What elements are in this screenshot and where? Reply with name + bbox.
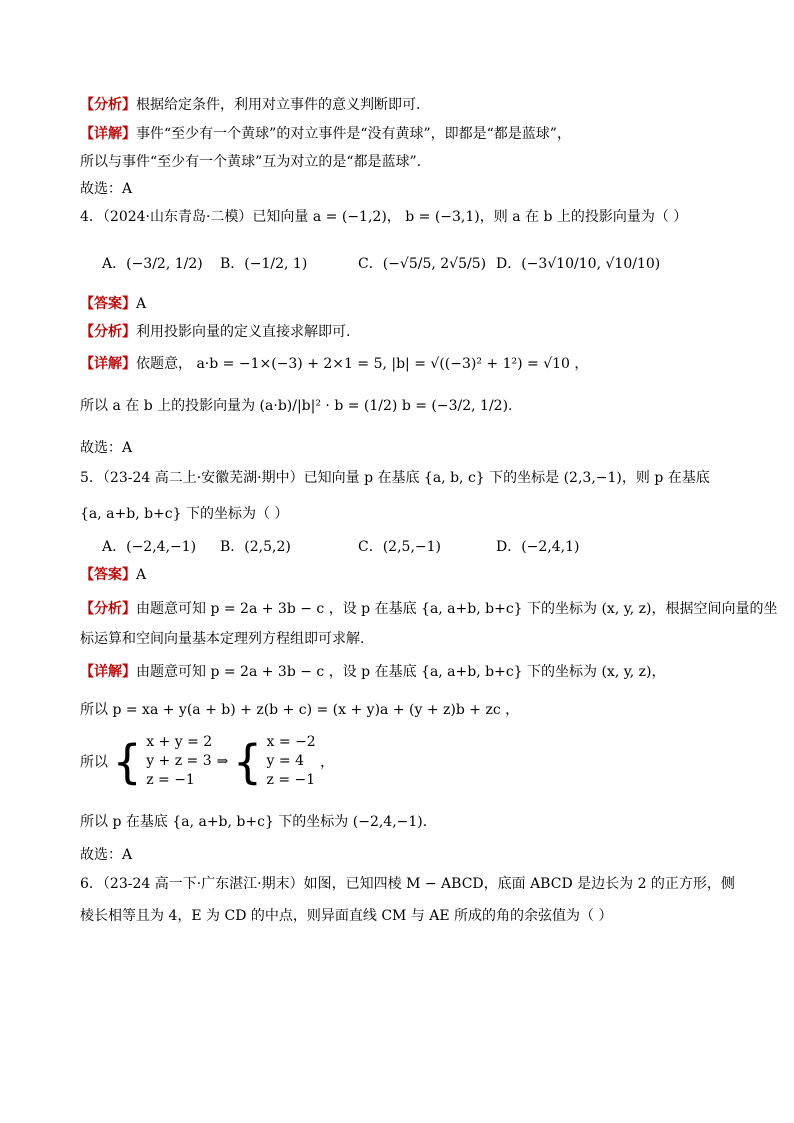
detail-tag: 【详解】 (80, 126, 136, 142)
q4-stem: 4．（2024·山东青岛·二模）已知向量 a = (−1,2)， b = (−3,1)，则 a 在 b 上的投影向量为（ ） (80, 209, 688, 225)
q5-analysis: 【分析】由题意可知 p = 2a + 3b − c ，设 p 在基底 {a, a+b, b+c} 下的坐标为 (x, y, z)，根据空间向量的坐 (80, 601, 778, 617)
left-brace: { (232, 734, 263, 789)
q5-option-d: D．(−2,4,1) (496, 539, 580, 555)
system-left (146, 733, 212, 790)
q3-detail: 【详解】事件“至少有一个黄球”的对立事件是“没有黄球”，即都是“都是蓝球”， (80, 126, 571, 142)
q5-detail: 【详解】由题意可知 p = 2a + 3b − c ，设 p 在基底 {a, a+b, b+c} 下的坐标为 (x, y, z)， (80, 664, 666, 680)
q5-equation-system: 所以 { x + y = 2 y + z = 3 z = −1 ⇒ { x = −2 y = 4 z = −1 ， (80, 734, 335, 789)
q4-detail-2: 所以 a 在 b 上的投影向量为 (a·b)/|b|² · b = (1/2) b = (−3/2, 1/2). (80, 398, 513, 414)
q5-analysis-2: 标运算和空间向量基本定理列方程组即可求解. (80, 631, 365, 647)
analysis-tag: 【分析】 (80, 324, 136, 340)
q5-option-b: B．(2,5,2) (220, 539, 291, 555)
q5-detail-3: 所以 p 在基底 {a, a+b, b+c} 下的坐标为 (−2,4,−1). (80, 814, 428, 830)
q3-choose: 故选：A (80, 181, 133, 197)
q4-option-a: A．(−3/2, 1/2) (102, 256, 203, 272)
implies-arrow: ⇒ (216, 753, 229, 770)
q4-detail: 【详解】依题意， a·b = −1×(−3) + 2×1 = 5, |b| = √((−3)² + 1²) = √10 ， (80, 356, 589, 372)
equation: x + y = 2 (146, 734, 213, 750)
q4-option-c: C．(−√5/5, 2√5/5) (358, 256, 487, 272)
analysis-tag: 【分析】 (80, 601, 136, 617)
q4-choose: 故选：A (80, 440, 133, 456)
q4-answer: 【答案】A (80, 296, 147, 312)
q4-option-d: D．(−3√10/10, √10/10) (496, 256, 661, 272)
detail-tag: 【详解】 (80, 356, 136, 372)
left-brace: { (112, 734, 142, 789)
q5-option-a: A．(−2,4,−1) (102, 539, 197, 555)
q3-analysis: 【分析】根据给定条件，利用对立事件的意义判断即可. (80, 97, 421, 113)
q5-stem: 5．（23-24 高二上·安徽芜湖·期中）已知向量 p 在基底 {a, b, c} 下的坐标是 (2,3,−1)，则 p 在基底 (80, 470, 710, 486)
q5-choose: 故选：A (80, 847, 133, 863)
detail-tag: 【详解】 (80, 664, 136, 680)
equation: z = −1 (146, 772, 195, 788)
system-right (267, 733, 316, 790)
q6-stem: 6．（23-24 高一下·广东湛江·期末）如图，已知四棱 M − ABCD，底面 ABCD 是边长为 2 的正方形，侧 (80, 876, 735, 892)
analysis-tag: 【分析】 (80, 97, 136, 113)
q5-answer: 【答案】A (80, 567, 147, 583)
solution: x = −2 (266, 734, 316, 750)
q3-detail-2: 所以与事件“至少有一个黄球”互为对立的是“都是蓝球”. (80, 154, 422, 170)
q5-detail-2: 所以 p = xa + y(a + b) + z(b + c) = (x + y)a + (y + z)b + zc ， (80, 702, 520, 718)
solution: z = −1 (266, 772, 316, 788)
answer-tag: 【答案】 (80, 567, 136, 583)
solution: y = 4 (266, 753, 304, 769)
q5-option-c: C．(2,5,−1) (358, 539, 441, 555)
q4-option-b: B．(−1/2, 1) (220, 256, 308, 272)
q5-stem-2: {a, a+b, b+c} 下的坐标为（ ） (80, 506, 289, 522)
equation: y + z = 3 (146, 753, 212, 769)
answer-tag: 【答案】 (80, 296, 136, 312)
q4-analysis: 【分析】利用投影向量的定义直接求解即可. (80, 324, 351, 340)
q6-stem-2: 棱长相等且为 4，E 为 CD 的中点，则异面直线 CM 与 AE 所成的角的余弦值为（ ） (80, 908, 613, 924)
